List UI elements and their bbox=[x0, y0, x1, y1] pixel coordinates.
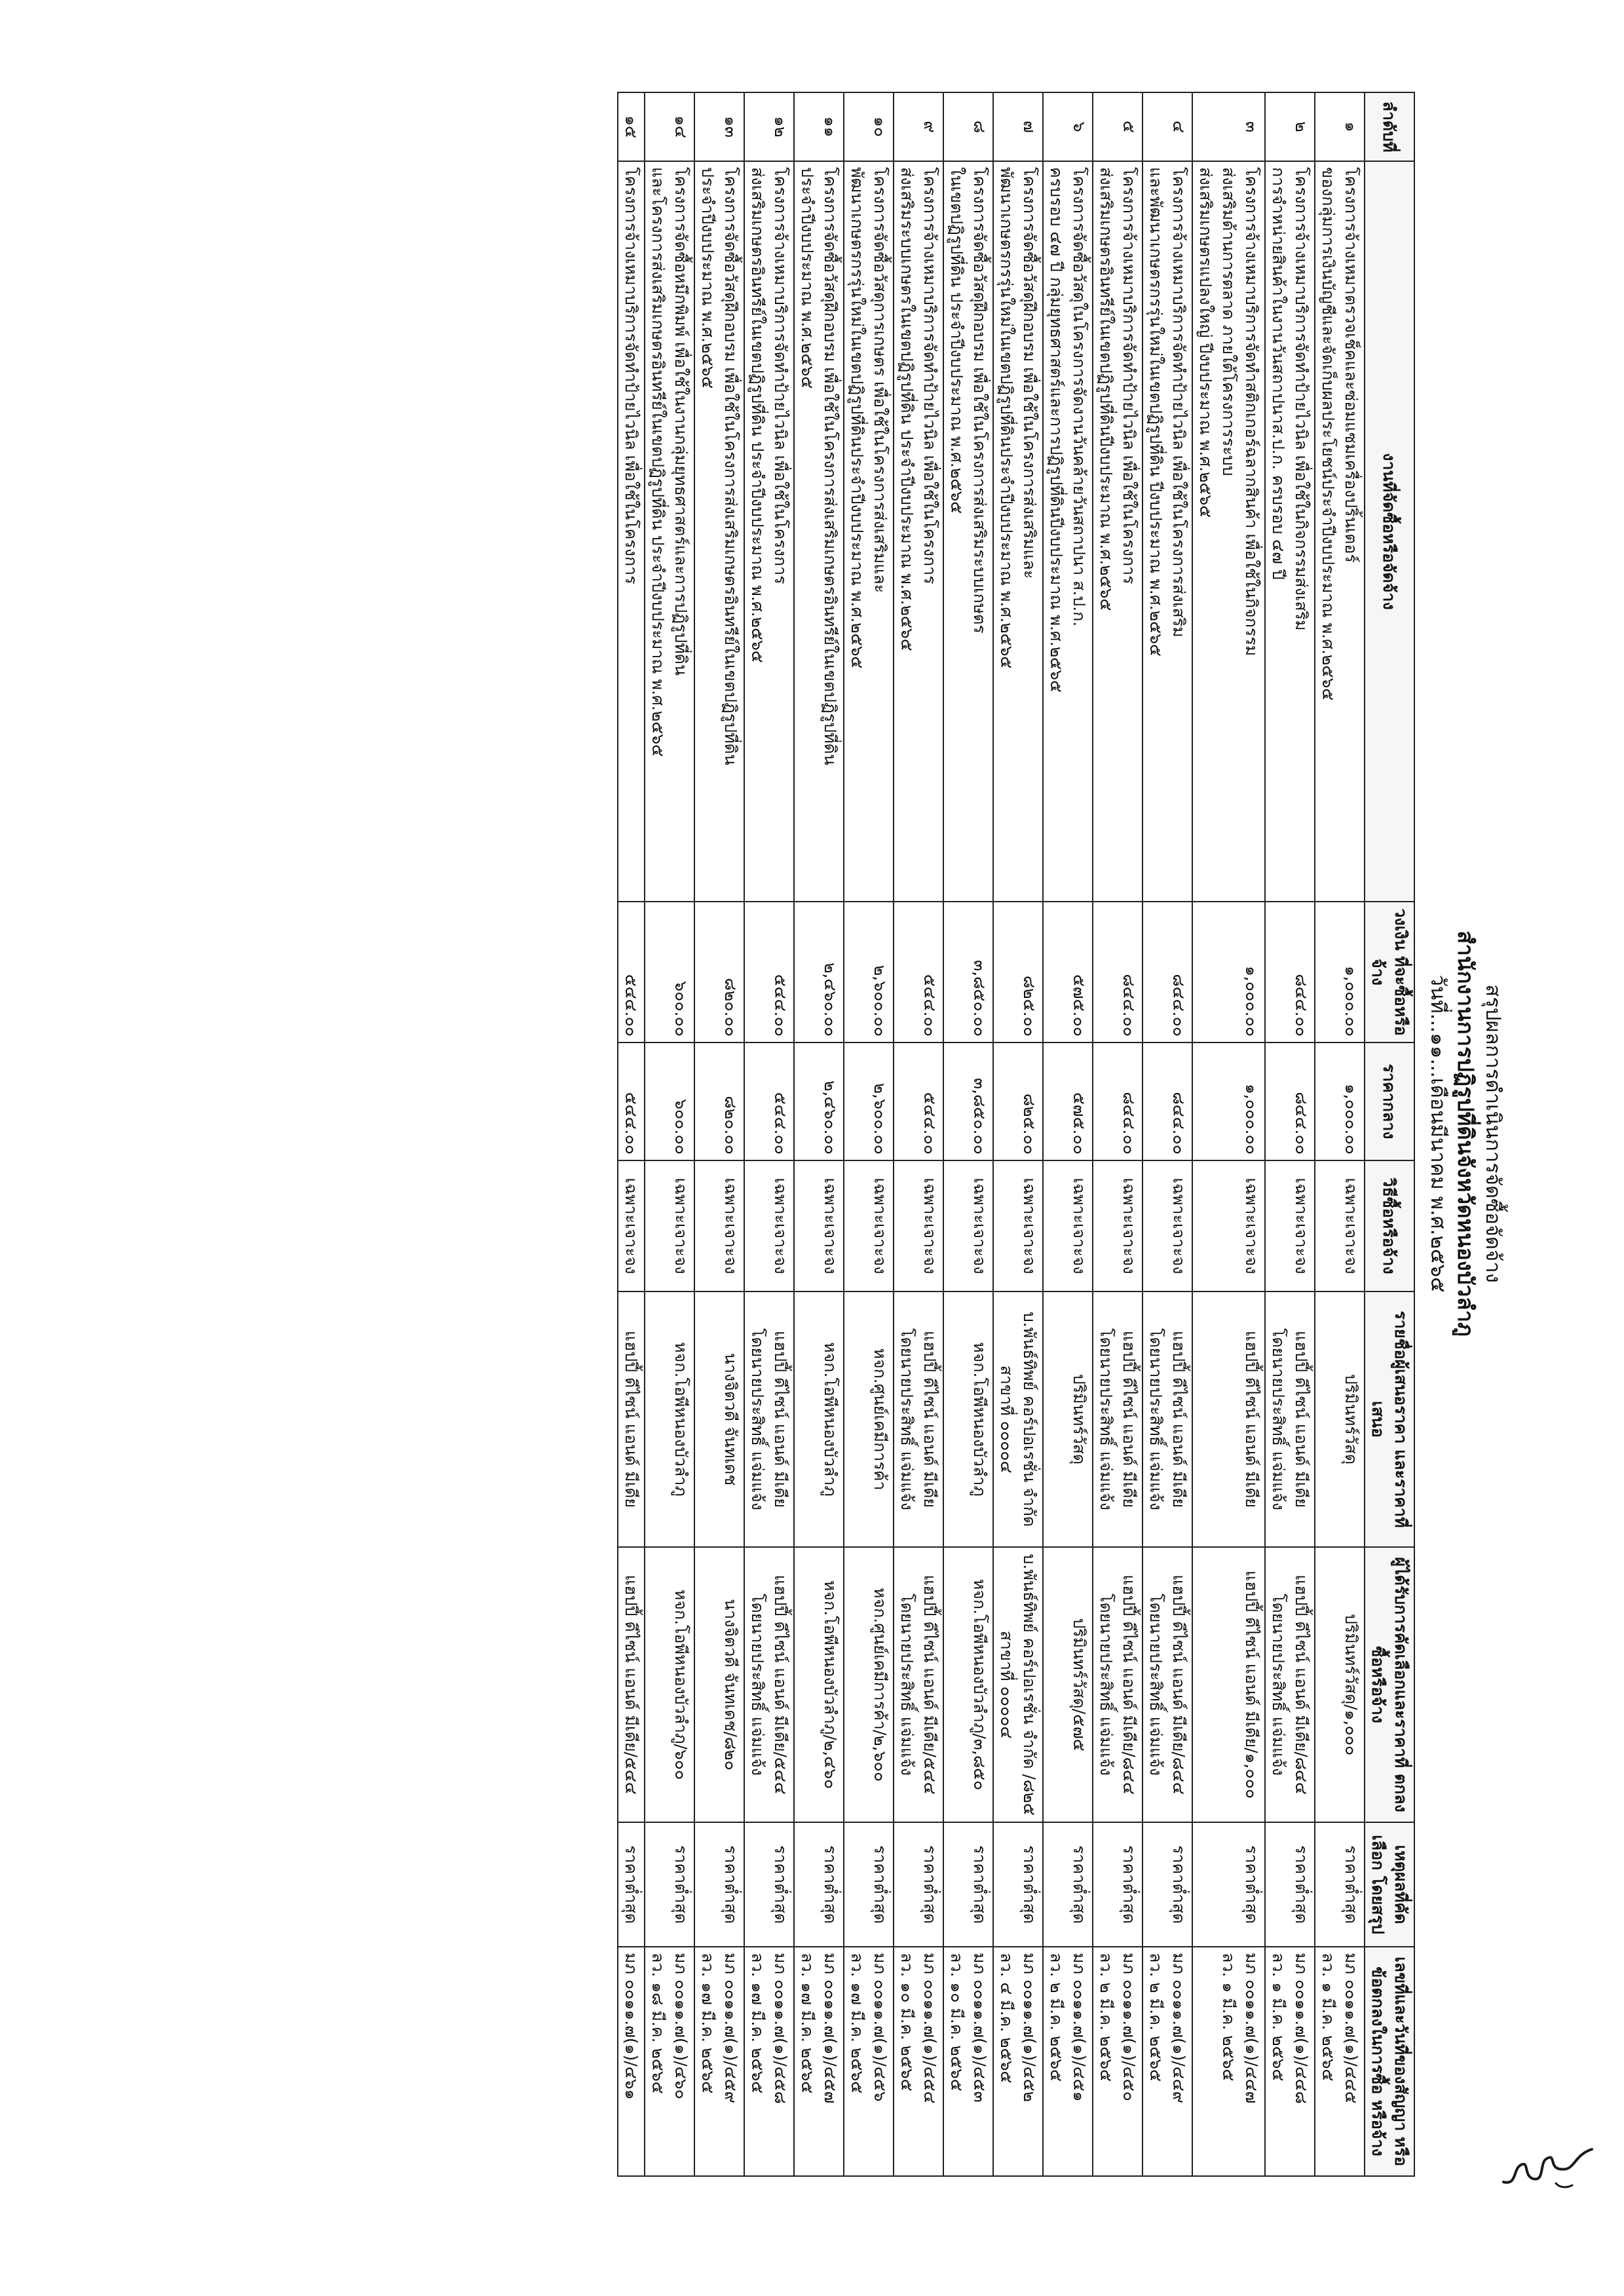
cell-contract-line: ลว. ๑๐ มี.ค. ๒๕๖๕ bbox=[897, 1953, 916, 2092]
cell-work-line: โครงการจ้างเหมาตรวจเช็คและซ่อมแซมเครื่องปริ้นเตอร์ bbox=[1342, 167, 1361, 563]
cell-no: ๑๕ bbox=[618, 92, 645, 161]
cell-reason: ราคาต่ำสุด bbox=[1142, 1822, 1192, 1947]
cell-method: เฉพาะเจาะจง bbox=[943, 1160, 993, 1292]
col-header-contract: เลขที่และวันที่ของสัญญา หรือข้อตกลงในการซื้อ หรือจ้าง bbox=[1365, 1947, 1414, 2176]
cell-bidders-line: แฮปปี้ ดีไซน์ แอนด์ มีเดีย bbox=[920, 1330, 939, 1508]
table-row bbox=[844, 92, 894, 2176]
cell-work-line: ในเขตปฏิรูปที่ดิน ประจำปีงบประมาณ พ.ศ.๒๕๖๕ bbox=[947, 167, 966, 514]
cell-contract bbox=[744, 1947, 794, 2176]
cell-contract bbox=[1142, 1947, 1192, 2176]
cell-contract-line: มภ ๐๐๑๑.๗(๑)/๔๕๒ bbox=[1020, 1953, 1039, 2103]
cell-reason: ราคาต่ำสุด bbox=[1315, 1822, 1365, 1947]
cell-reason: ราคาต่ำสุด bbox=[894, 1822, 943, 1947]
cell-no: ๑๐ bbox=[844, 92, 894, 161]
cell-work bbox=[1265, 161, 1315, 902]
table-row bbox=[694, 92, 744, 2176]
cell-work bbox=[794, 161, 844, 902]
cell-bidders bbox=[1192, 1292, 1265, 1547]
cell-work-line: โครงการจัดซื้อวัสดุฝึกอบรม เพื่อใช้ในโครงการส่งเสริมเกษตรอินทรีย์ในเขตปฏิรูปที่ดิน bbox=[721, 167, 740, 765]
cell-work-line: ส่งเสริมเกษตรอินทรีย์ในเขตปฏิรูปที่ดิน ประจำปีงบประมาณ พ.ศ.๒๕๖๕ bbox=[748, 167, 767, 663]
cell-contract-line: ลว. ๑ มี.ค. ๒๕๖๕ bbox=[1319, 1953, 1338, 2082]
cell-contract bbox=[1315, 1947, 1365, 2176]
cell-winner bbox=[744, 1547, 794, 1822]
cell-contract-line: มภ ๐๐๑๑.๗(๑)/๔๖๐ bbox=[671, 1953, 690, 2099]
cell-work-line: การจำหน่ายสินค้าในงานวันสถาปนาส.ป.ก. ครบรอบ ๔๗ ปี bbox=[1269, 167, 1288, 580]
cell-contract bbox=[794, 1947, 844, 2176]
cell-bidders-line: แฮปปี้ ดีไซน์ แอนด์ มีเดีย bbox=[1169, 1330, 1188, 1508]
cell-no: ๑๔ bbox=[645, 92, 694, 161]
cell-contract-line: มภ ๐๐๑๑.๗(๑)/๔๔๕ bbox=[1342, 1953, 1361, 2104]
cell-contract-line: มภ ๐๐๑๑.๗(๑)/๔๕๔ bbox=[920, 1953, 939, 2104]
cell-winner-line: สาขาที่ ๐๐๐๐๔ bbox=[997, 1630, 1016, 1739]
cell-method: เฉพาะเจาะจง bbox=[694, 1160, 744, 1292]
col-header-work: งานที่จัดซื้อหรือจัดจ้าง bbox=[1365, 161, 1414, 902]
cell-bidders bbox=[943, 1292, 993, 1547]
cell-contract bbox=[993, 1947, 1043, 2176]
cell-method: เฉพาะเจาะจง bbox=[894, 1160, 943, 1292]
cell-median: ๘๔๔.๐๐ bbox=[1265, 1043, 1315, 1160]
table-row bbox=[1043, 92, 1093, 2176]
cell-work-line: โครงการจ้างเหมาบริการจัดทำป้ายไวนิล เพื่อใช้ในโครงการ bbox=[1120, 167, 1139, 584]
table-row bbox=[1093, 92, 1142, 2176]
table-body bbox=[618, 92, 1365, 2176]
cell-winner bbox=[1142, 1547, 1192, 1822]
cell-bidders-line: บ.พันธ์ทิพย์ คอร์ปอเรชั่น จำกัด bbox=[1020, 1311, 1039, 1527]
cell-work-line: พัฒนาเกษตรกรรุ่นใหม่ในเขตปฏิรูปที่ดินประจำปีงบประมาณ พ.ศ.๒๕๖๕ bbox=[997, 167, 1016, 669]
cell-contract-line: ลว. ๑ มี.ค. ๒๕๖๕ bbox=[1269, 1953, 1288, 2082]
cell-contract bbox=[844, 1947, 894, 2176]
cell-contract bbox=[943, 1947, 993, 2176]
cell-winner bbox=[1043, 1547, 1093, 1822]
cell-median: ๒,๔๖๐.๐๐ bbox=[794, 1043, 844, 1160]
cell-bidders bbox=[844, 1292, 894, 1547]
cell-contract-line: มภ ๐๐๑๑.๗(๑)/๔๕๙ bbox=[721, 1953, 740, 2103]
cell-budget: ๘๒๐.๐๐ bbox=[694, 902, 744, 1043]
cell-bidders-line: สาขาที่ ๐๐๐๐๔ bbox=[997, 1365, 1016, 1474]
cell-contract bbox=[1043, 1947, 1093, 2176]
cell-winner-line: ปริมินทร์วัสดุ/๕๗๕ bbox=[1070, 1618, 1089, 1751]
cell-bidders bbox=[993, 1292, 1043, 1547]
cell-median: ๕๔๔.๐๐ bbox=[618, 1043, 645, 1160]
cell-bidders-line: ปริมินทร์วัสดุ bbox=[1070, 1373, 1089, 1465]
cell-winner-line: นางจิตวดี จันทเดช/๘๒๐ bbox=[721, 1599, 740, 1770]
cell-winner-line: แฮปปี้ ดีไซน์ แอนด์ มีเดีย/๘๔๔ bbox=[1292, 1575, 1311, 1795]
cell-winner bbox=[1315, 1547, 1365, 1822]
cell-contract-line: มภ ๐๐๑๑.๗(๑)/๔๕๗ bbox=[821, 1953, 840, 2104]
cell-contract-line: มภ ๐๐๑๑.๗(๑)/๔๕๐ bbox=[1120, 1953, 1139, 2101]
cell-work bbox=[943, 161, 993, 902]
cell-work-line: ส่งเสริมระบบเกษตรในเขตปฏิรูปที่ดิน ประจำปีงบประมาณ พ.ศ.๒๕๖๕ bbox=[897, 167, 916, 651]
cell-reason: ราคาต่ำสุด bbox=[794, 1822, 844, 1947]
cell-winner-line: แฮปปี้ ดีไซน์ แอนด์ มีเดีย/๕๔๔ bbox=[920, 1575, 939, 1795]
table-row bbox=[993, 92, 1043, 2176]
cell-method: เฉพาะเจาะจง bbox=[844, 1160, 894, 1292]
cell-budget: ๘๔๔.๐๐ bbox=[1093, 902, 1142, 1043]
cell-work bbox=[1093, 161, 1142, 902]
procurement-table bbox=[617, 92, 1415, 2177]
cell-method: เฉพาะเจาะจง bbox=[1043, 1160, 1093, 1292]
col-header-method: วิธีซื้อหรือจ้าง bbox=[1365, 1160, 1414, 1292]
cell-work-line: โครงการจัดซื้อวัสดุการเกษตร เพื่อใช้ในโครงการส่งเสริมและ bbox=[871, 167, 890, 594]
cell-winner bbox=[1093, 1547, 1142, 1822]
cell-no: ๑๑ bbox=[794, 92, 844, 161]
cell-work-line: ประจำปีงบประมาณ พ.ศ.๒๕๖๕ bbox=[798, 167, 817, 389]
cell-bidders-line: โดยนายประสิทธิ์ แจ่มแจ้ง bbox=[1097, 1328, 1116, 1510]
cell-method: เฉพาะเจาะจง bbox=[1142, 1160, 1192, 1292]
cell-median: ๕๔๔.๐๐ bbox=[744, 1043, 794, 1160]
cell-contract-line: ลว. ๒ มี.ค. ๒๕๖๕ bbox=[1146, 1953, 1165, 2082]
cell-work bbox=[1315, 161, 1365, 902]
cell-work bbox=[1142, 161, 1192, 902]
cell-budget: ๕๗๕.๐๐ bbox=[1043, 902, 1093, 1043]
cell-bidders bbox=[618, 1292, 645, 1547]
cell-winner bbox=[943, 1547, 993, 1822]
cell-no: ๖ bbox=[1043, 92, 1093, 161]
cell-work bbox=[1192, 161, 1265, 902]
cell-winner-line: โดยนายประสิทธิ์ แจ่มแจ้ง bbox=[1146, 1594, 1165, 1776]
cell-contract bbox=[894, 1947, 943, 2176]
cell-contract-line: ลว. ๑๗ มี.ค. ๒๕๖๕ bbox=[748, 1953, 767, 2094]
cell-contract bbox=[694, 1947, 744, 2176]
cell-winner bbox=[993, 1547, 1043, 1822]
cell-bidders bbox=[694, 1292, 744, 1547]
cell-work-line: โครงการจัดซื้อวัสดุฝึกอบรม เพื่อใช้ในโครงการส่งเสริมเกษตรอินทรีย์ในเขตปฏิรูปที่ดิน bbox=[821, 167, 840, 765]
cell-contract bbox=[1093, 1947, 1142, 2176]
cell-budget: ๑,๐๐๐.๐๐ bbox=[1192, 902, 1265, 1043]
cell-work bbox=[645, 161, 694, 902]
document-title: สรุปผลการดำเนินการจัดซื้อจัดจ้าง bbox=[1481, 984, 1505, 1283]
cell-bidders bbox=[1142, 1292, 1192, 1547]
handwritten-signature bbox=[1494, 2136, 1598, 2195]
col-header-no: ลำดับที่ bbox=[1365, 92, 1414, 161]
cell-bidders-line: โดยนายประสิทธิ์ แจ่มแจ้ง bbox=[1146, 1328, 1165, 1510]
col-header-reason: เหตุผลที่คัดเลือก โดยสรุป bbox=[1365, 1822, 1414, 1947]
cell-work-line: และโครงการส่งเสริมเกษตรอินทรีย์ในเขตปฏิรูปที่ดิน ประจำปีงบประมาณ พ.ศ.๒๕๖๕ bbox=[649, 167, 668, 757]
cell-contract-line: มภ ๐๐๑๑.๗(๑)/๔๕๓ bbox=[970, 1953, 989, 2103]
cell-bidders bbox=[1315, 1292, 1365, 1547]
table-row bbox=[1265, 92, 1315, 2176]
cell-contract-line: มภ ๐๐๑๑.๗(๑)/๔๔๗ bbox=[1242, 1953, 1261, 2104]
cell-method: เฉพาะเจาะจง bbox=[794, 1160, 844, 1292]
cell-work-line: โครงการจ้างเหมาบริการจัดทำป้ายไวนิล เพื่อใช้ในโครงการส่งเสริม bbox=[1169, 167, 1188, 638]
cell-bidders-line: แฮปปี้ ดีไซน์ แอนด์ มีเดีย bbox=[1292, 1330, 1311, 1508]
cell-median: ๑,๐๐๐.๐๐ bbox=[1192, 1043, 1265, 1160]
cell-winner-line: แฮปปี้ ดีไซน์ แอนด์ มีเดีย/๕๔๔ bbox=[622, 1575, 641, 1795]
table-row bbox=[618, 92, 645, 2176]
cell-winner bbox=[794, 1547, 844, 1822]
cell-work bbox=[694, 161, 744, 902]
cell-contract bbox=[1192, 1947, 1265, 2176]
cell-bidders bbox=[744, 1292, 794, 1547]
cell-contract-line: ลว. ๑๘ มี.ค. ๒๕๖๕ bbox=[649, 1953, 668, 2094]
cell-work-line: พัฒนาเกษตรกรรุ่นใหม่ในเขตปฏิรูปที่ดินประจำปีงบประมาณ พ.ศ.๒๕๖๕ bbox=[848, 167, 867, 669]
cell-bidders bbox=[894, 1292, 943, 1547]
cell-work-line: ส่งเสริมด้านการตลาด ภายใต้โครงการระบบ bbox=[1219, 167, 1238, 476]
table-row bbox=[794, 92, 844, 2176]
cell-reason: ราคาต่ำสุด bbox=[645, 1822, 694, 1947]
document-heading bbox=[1424, 92, 1507, 2175]
cell-winner bbox=[1192, 1547, 1265, 1822]
cell-method: เฉพาะเจาะจง bbox=[645, 1160, 694, 1292]
cell-contract-line: มภ ๐๐๑๑.๗(๑)/๔๕๑ bbox=[1070, 1953, 1089, 2102]
cell-budget: ๕๔๔.๐๐ bbox=[894, 902, 943, 1043]
cell-work bbox=[744, 161, 794, 902]
cell-reason: ราคาต่ำสุด bbox=[744, 1822, 794, 1947]
cell-winner bbox=[844, 1547, 894, 1822]
cell-no: ๔ bbox=[1142, 92, 1192, 161]
cell-method: เฉพาะเจาะจง bbox=[1315, 1160, 1365, 1292]
cell-contract-line: มภ ๐๐๑๑.๗(๑)/๔๕๘ bbox=[771, 1953, 790, 2104]
cell-method: เฉพาะเจาะจง bbox=[744, 1160, 794, 1292]
cell-work bbox=[993, 161, 1043, 902]
cell-contract-line: มภ ๐๐๑๑.๗(๑)/๔๔๘ bbox=[1292, 1953, 1311, 2104]
cell-contract-line: ลว. ๑ มี.ค. ๒๕๖๕ bbox=[1219, 1953, 1238, 2082]
cell-bidders-line: แฮปปี้ ดีไซน์ แอนด์ มีเดีย bbox=[622, 1330, 641, 1508]
cell-contract-line: มภ ๐๐๑๑.๗(๑)/๔๕๖ bbox=[871, 1953, 890, 2102]
col-header-median: ราคากลาง bbox=[1365, 1043, 1414, 1160]
cell-work-line: ของกลุ่มการเงินบัญชีและจัดเก็บผลประโยชน์ประจำปีงบประมาณ พ.ศ.๒๕๖๕ bbox=[1319, 167, 1338, 701]
cell-bidders bbox=[1093, 1292, 1142, 1547]
cell-work-line: โครงการจ้างเหมาบริการจัดทำป้ายไวนิล เพื่อใช้ในกิจกรรมส่งเสริม bbox=[1292, 167, 1311, 631]
cell-bidders-line: หจก.โอพีหนองบัวลำภู bbox=[671, 1342, 690, 1497]
cell-reason: ราคาต่ำสุด bbox=[1093, 1822, 1142, 1947]
cell-contract-line: มภ ๐๐๑๑.๗(๑)/๔๔๙ bbox=[1169, 1953, 1188, 2103]
cell-budget: ๘๒๕.๐๐ bbox=[993, 902, 1043, 1043]
cell-contract-line: ลว. ๑๗ มี.ค. ๒๕๖๕ bbox=[848, 1953, 867, 2094]
cell-winner-line: หจก.โอพีหนองบัวลำภู/๖๐๐ bbox=[671, 1589, 690, 1780]
table-row bbox=[1142, 92, 1192, 2176]
cell-budget: ๒,๖๐๐.๐๐ bbox=[844, 902, 894, 1043]
cell-winner bbox=[1265, 1547, 1315, 1822]
cell-work-line: โครงการจ้างเหมาบริการจัดทำป้ายไวนิล เพื่อใช้ในโครงการ bbox=[622, 167, 641, 584]
col-header-budget: วงเงิน ที่จะซื้อหรือจ้าง bbox=[1365, 902, 1414, 1043]
cell-bidders-line: หจก.โอพีหนองบัวลำภู bbox=[970, 1342, 989, 1497]
cell-winner-line: โดยนายประสิทธิ์ แจ่มแจ้ง bbox=[897, 1594, 916, 1776]
cell-median: ๕๗๕.๐๐ bbox=[1043, 1043, 1093, 1160]
cell-median: ๒,๖๐๐.๐๐ bbox=[844, 1043, 894, 1160]
table-row bbox=[943, 92, 993, 2176]
cell-winner-line: แฮปปี้ ดีไซน์ แอนด์ มีเดีย/๘๔๔ bbox=[1169, 1575, 1188, 1795]
cell-winner-line: บ.พันธ์ทิพย์ คอร์ปอเรชั่น จำกัด /๘๒๕ bbox=[1020, 1554, 1039, 1816]
cell-contract bbox=[645, 1947, 694, 2176]
cell-reason: ราคาต่ำสุด bbox=[993, 1822, 1043, 1947]
cell-reason: ราคาต่ำสุด bbox=[943, 1822, 993, 1947]
cell-work-line: โครงการจ้างเหมาบริการจัดทำสติกเกอร์ฉลากสินค้า เพื่อใช้ในกิจกรรม bbox=[1242, 167, 1261, 657]
cell-contract-line: ลว. ๑๗ มี.ค. ๒๕๖๕ bbox=[698, 1953, 717, 2094]
cell-contract-line: ลว. ๒ มี.ค. ๒๕๖๕ bbox=[1097, 1953, 1116, 2082]
cell-median: ๘๒๕.๐๐ bbox=[993, 1043, 1043, 1160]
cell-contract-line: ลว. ๒ มี.ค. ๒๕๖๕ bbox=[1047, 1953, 1066, 2082]
cell-budget: ๖๐๐.๐๐ bbox=[645, 902, 694, 1043]
cell-contract-line: มภ ๐๐๑๑.๗(๑)/๔๖๑ bbox=[622, 1953, 641, 2100]
cell-work-line: โครงการจ้างเหมาบริการจัดทำป้ายไวนิล เพื่อใช้ในโครงการ bbox=[771, 167, 790, 584]
col-header-bidders: รายชื่อผู้เสนอราคา และราคาที่เสนอ bbox=[1365, 1292, 1414, 1547]
cell-contract-line: ลว. ๔ มี.ค. ๒๕๖๕ bbox=[997, 1953, 1016, 2084]
cell-median: ๘๔๔.๐๐ bbox=[1142, 1043, 1192, 1160]
cell-bidders bbox=[794, 1292, 844, 1547]
cell-no: ๑ bbox=[1315, 92, 1365, 161]
cell-bidders-line: โดยนายประสิทธิ์ แจ่มแจ้ง bbox=[748, 1328, 767, 1510]
cell-winner-line: ปริมินทร์วัสดุ/๑,๐๐๐ bbox=[1342, 1613, 1361, 1756]
document-date: วันที่...๑๑...เดือนมีนาคม พ.ศ.๒๕๖๕ bbox=[1426, 974, 1450, 1293]
document-sheet bbox=[197, 92, 1507, 2175]
cell-work-line: โครงการจัดซื้อหมึกพิมพ์ เพื่อใช้ในงานกลุ่มยุทธศาสตร์และการปฏิรูปที่ดิน bbox=[671, 167, 690, 676]
cell-bidders-line: โดยนายประสิทธิ์ แจ่มแจ้ง bbox=[1269, 1328, 1288, 1510]
cell-winner bbox=[645, 1547, 694, 1822]
cell-contract-line: ลว. ๑๗ มี.ค. ๒๕๖๕ bbox=[798, 1953, 817, 2094]
cell-reason: ราคาต่ำสุด bbox=[844, 1822, 894, 1947]
cell-contract bbox=[1265, 1947, 1315, 2176]
cell-work-line: โครงการจัดซื้อวัสดุฝึกอบรม เพื่อใช้ในโครงการส่งเสริมระบบเกษตร bbox=[970, 167, 989, 634]
cell-work-line: ส่งเสริมเกษตรอินทรีย์ในเขตปฏิรูปที่ดินปีงบประมาณ พ.ศ.๒๕๖๕ bbox=[1097, 167, 1116, 611]
cell-median: ๕๔๔.๐๐ bbox=[894, 1043, 943, 1160]
cell-budget: ๘๔๔.๐๐ bbox=[1142, 902, 1192, 1043]
cell-median: ๓,๘๕๐.๐๐ bbox=[943, 1043, 993, 1160]
cell-reason: ราคาต่ำสุด bbox=[1265, 1822, 1315, 1947]
cell-work bbox=[844, 161, 894, 902]
cell-winner-line: โดยนายประสิทธิ์ แจ่มแจ้ง bbox=[1097, 1594, 1116, 1776]
cell-bidders-line: แฮปปี้ ดีไซน์ แอนด์ มีเดีย bbox=[1242, 1330, 1261, 1508]
cell-winner-line: หจก.โอพีหนองบัวลำภู/๓,๘๕๐ bbox=[970, 1578, 989, 1791]
cell-bidders-line: แฮปปี้ ดีไซน์ แอนด์ มีเดีย bbox=[771, 1330, 790, 1508]
cell-bidders bbox=[645, 1292, 694, 1547]
cell-winner-line: หจก.ศูนย์เคมีการค้า/๒,๖๐๐ bbox=[871, 1587, 890, 1782]
cell-method: เฉพาะเจาะจง bbox=[1265, 1160, 1315, 1292]
cell-winner bbox=[618, 1547, 645, 1822]
table-row bbox=[645, 92, 694, 2176]
cell-median: ๖๐๐.๐๐ bbox=[645, 1043, 694, 1160]
cell-budget: ๕๔๔.๐๐ bbox=[618, 902, 645, 1043]
cell-no: ๙ bbox=[894, 92, 943, 161]
cell-winner-line: โดยนายประสิทธิ์ แจ่มแจ้ง bbox=[1269, 1594, 1288, 1776]
cell-winner bbox=[894, 1547, 943, 1822]
table-row bbox=[1315, 92, 1365, 2176]
cell-bidders bbox=[1043, 1292, 1093, 1547]
cell-winner bbox=[694, 1547, 744, 1822]
cell-bidders-line: หจก.ศูนย์เคมีการค้า bbox=[871, 1348, 890, 1491]
cell-no: ๕ bbox=[1093, 92, 1142, 161]
cell-median: ๘๒๐.๐๐ bbox=[694, 1043, 744, 1160]
cell-work bbox=[894, 161, 943, 902]
cell-budget: ๕๔๔.๐๐ bbox=[744, 902, 794, 1043]
cell-work-line: โครงการจ้างเหมาบริการจัดทำป้ายไวนิล เพื่อใช้ในโครงการ bbox=[920, 167, 939, 584]
cell-reason: ราคาต่ำสุด bbox=[694, 1822, 744, 1947]
cell-bidders-line: ปริมินทร์วัสดุ bbox=[1342, 1373, 1361, 1465]
table-row bbox=[1192, 92, 1265, 2176]
cell-winner-line: โดยนายประสิทธิ์ แจ่มแจ้ง bbox=[748, 1594, 767, 1776]
cell-bidders bbox=[1265, 1292, 1315, 1547]
cell-budget: ๓,๘๕๐.๐๐ bbox=[943, 902, 993, 1043]
cell-winner-line: หจก.โอพีหนองบัวลำภู/๒,๔๖๐ bbox=[821, 1580, 840, 1789]
table-row bbox=[744, 92, 794, 2176]
cell-work bbox=[1043, 161, 1093, 902]
cell-no: ๘ bbox=[943, 92, 993, 161]
col-header-winner: ผู้ได้รับการคัดเลือกและราคาที่ ตกลงซื้อหรือจ้าง bbox=[1365, 1547, 1414, 1822]
cell-work-line: ครบรอบ ๔๗ ปี กลุ่มยุทธศาสตร์และการปฏิรูปที่ดินปีงบประมาณ พ.ศ.๒๕๖๕ bbox=[1047, 167, 1066, 693]
cell-no: ๗ bbox=[993, 92, 1043, 161]
cell-method: เฉพาะเจาะจง bbox=[618, 1160, 645, 1292]
cell-work-line: ส่งเสริมเกษตรแปลงใหญ่ ปีงบประมาณ พ.ศ.๒๕๖๕ bbox=[1196, 167, 1215, 518]
cell-median: ๘๔๔.๐๐ bbox=[1093, 1043, 1142, 1160]
cell-work-line: ประจำปีงบประมาณ พ.ศ.๒๕๖๕ bbox=[698, 167, 717, 389]
cell-no: ๑๒ bbox=[744, 92, 794, 161]
cell-contract bbox=[618, 1947, 645, 2176]
cell-work bbox=[618, 161, 645, 902]
cell-method: เฉพาะเจาะจง bbox=[1192, 1160, 1265, 1292]
cell-reason: ราคาต่ำสุด bbox=[618, 1822, 645, 1947]
cell-work-line: โครงการจัดซื้อวัสดุในโครงการจัดงานวันคล้ายวันสถาปนา ส.ป.ก. bbox=[1070, 167, 1089, 627]
cell-no: ๒ bbox=[1265, 92, 1315, 161]
cell-winner-line: แฮปปี้ ดีไซน์ แอนด์ มีเดีย/๘๔๔ bbox=[1120, 1575, 1139, 1795]
office-name: สำนักงานการปฏิรูปที่ดินจังหวัดหนองบัวลำภู bbox=[1453, 930, 1479, 1337]
cell-work-line: และพัฒนาเกษตรกรรุ่นใหม่ในเขตปฏิรูปที่ดิน ปีงบประมาณ พ.ศ.๒๕๖๕ bbox=[1146, 167, 1165, 657]
cell-no: ๑๓ bbox=[694, 92, 744, 161]
table-row bbox=[894, 92, 943, 2176]
cell-reason: ราคาต่ำสุด bbox=[1043, 1822, 1093, 1947]
cell-winner-line: แฮปปี้ ดีไซน์ แอนด์ มีเดีย/๕๔๔ bbox=[771, 1575, 790, 1795]
cell-budget: ๘๔๔.๐๐ bbox=[1265, 902, 1315, 1043]
cell-method: เฉพาะเจาะจง bbox=[993, 1160, 1043, 1292]
cell-winner-line: แฮปปี้ ดีไซน์ แอนด์ มีเดีย/๑,๐๐๐ bbox=[1242, 1570, 1261, 1799]
cell-bidders-line: หจก.โอพีหนองบัวลำภู bbox=[821, 1342, 840, 1497]
cell-no: ๓ bbox=[1192, 92, 1265, 161]
cell-contract-line: ลว. ๑๐ มี.ค. ๒๕๖๕ bbox=[947, 1953, 966, 2092]
cell-budget: ๑,๐๐๐.๐๐ bbox=[1315, 902, 1365, 1043]
cell-bidders-line: แฮปปี้ ดีไซน์ แอนด์ มีเดีย bbox=[1120, 1330, 1139, 1508]
cell-median: ๑,๐๐๐.๐๐ bbox=[1315, 1043, 1365, 1160]
cell-bidders-line: โดยนายประสิทธิ์ แจ่มแจ้ง bbox=[897, 1328, 916, 1510]
table-header-row bbox=[1365, 92, 1414, 2176]
cell-method: เฉพาะเจาะจง bbox=[1093, 1160, 1142, 1292]
cell-work-line: โครงการจัดซื้อวัสดุฝึกอบรม เพื่อใช้ในโครงการส่งเสริมและ bbox=[1020, 167, 1039, 579]
cell-bidders-line: นางจิตวดี จันทเดช bbox=[721, 1352, 740, 1486]
cell-reason: ราคาต่ำสุด bbox=[1192, 1822, 1265, 1947]
cell-budget: ๒,๔๖๐.๐๐ bbox=[794, 902, 844, 1043]
